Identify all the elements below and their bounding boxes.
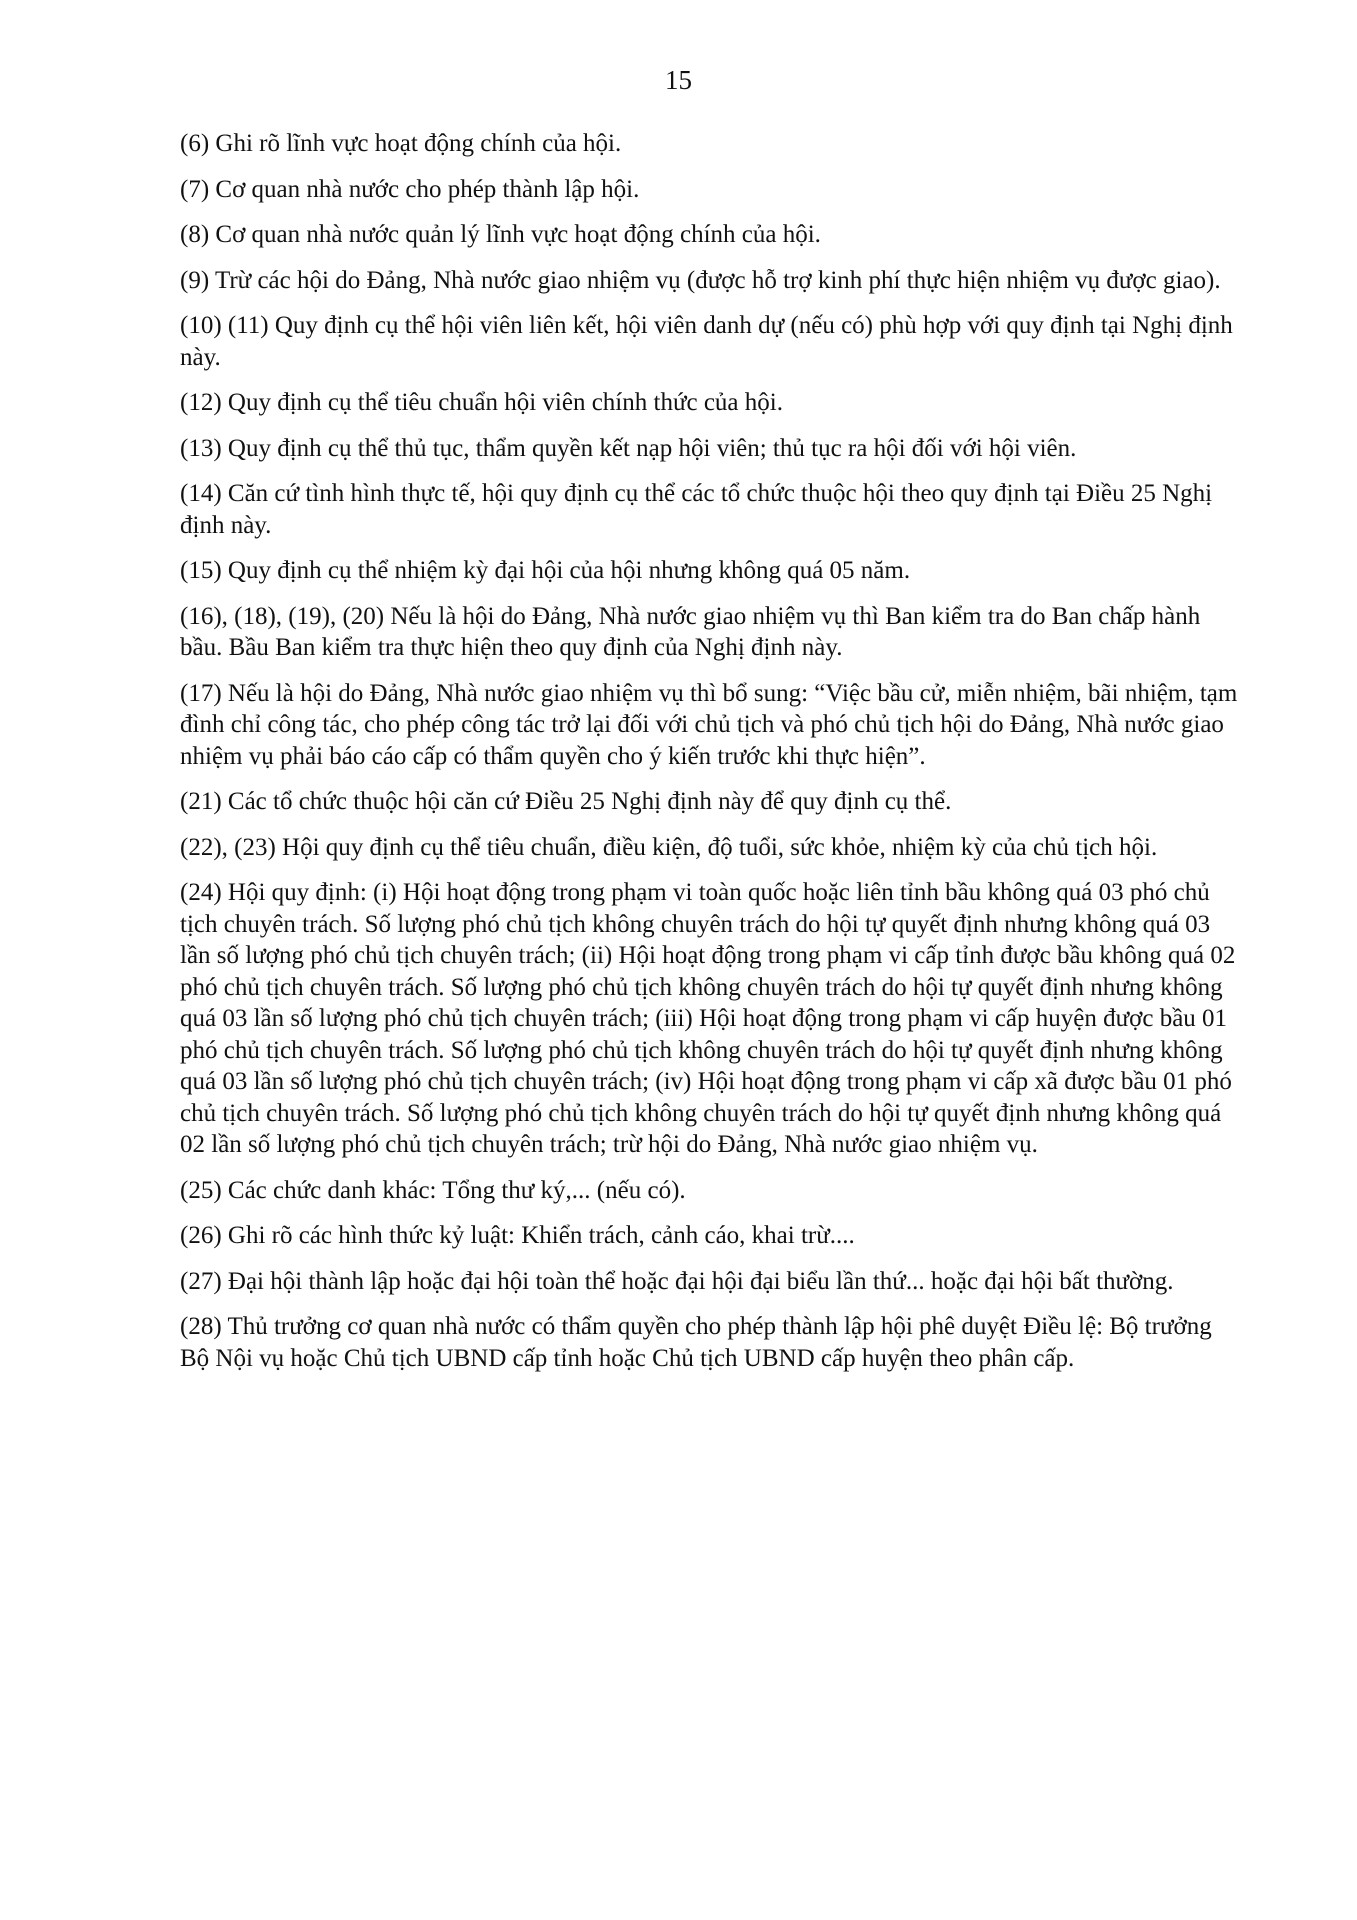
footnote-14: (14) Căn cứ tình hình thực tế, hội quy định cụ thể các tổ chức thuộc hội theo quy định tại Điều 25 Nghị định này. xyxy=(180,480,1213,539)
footnote-28: (28) Thủ trưởng cơ quan nhà nước có thẩm quyền cho phép thành lập hội phê duyệt Điều lệ: Bộ trưởng Bộ Nội vụ hoặc Chủ tịch UBND cấp tỉnh hoặc Chủ tịch UBND cấp huyện theo phân cấp. xyxy=(180,1313,1212,1372)
footnote-25: (25) Các chức danh khác: Tổng thư ký,... (nếu có). xyxy=(180,1176,686,1204)
footnotes-list xyxy=(180,128,1240,1388)
footnote-10-11: (10) (11) Quy định cụ thể hội viên liên kết, hội viên danh dự (nếu có) phù hợp với quy định tại Nghị định này. xyxy=(180,312,1233,371)
footnote-24: (24) Hội quy định: (i) Hội hoạt động trong phạm vi toàn quốc hoặc liên tỉnh bầu không quá 03 phó chủ tịch chuyên trách. Số lượng phó chủ tịch không chuyên trách do hội tự quyết định nhưng không quá 03 lần số lượng phó chủ tịch chuyên trách; (ii) Hội hoạt động trong phạm vi cấp tỉnh được bầu không quá 02 phó chủ tịch chuyên trách. Số lượng phó chủ tịch không chuyên trách do hội tự quyết định nhưng không quá 03 lần số lượng phó chủ tịch chuyên trách; (iii) Hội hoạt động trong phạm vi cấp huyện được bầu 01 phó chủ tịch chuyên trách. Số lượng phó chủ tịch không chuyên trách do hội tự quyết định nhưng không quá 03 lần số lượng phó chủ tịch chuyên trách; (iv) Hội hoạt động trong phạm vi cấp xã được bầu 01 phó chủ tịch chuyên trách. Số lượng phó chủ tịch không chuyên trách do hội tự quyết định nhưng không quá 02 lần số lượng phó chủ tịch chuyên trách; trừ hội do Đảng, Nhà nước giao nhiệm vụ. xyxy=(180,879,1236,1158)
footnote-22-23: (22), (23) Hội quy định cụ thể tiêu chuẩn, điều kiện, độ tuổi, sức khỏe, nhiệm kỳ của chủ tịch hội. xyxy=(180,833,1158,861)
footnote-27: (27) Đại hội thành lập hoặc đại hội toàn thể hoặc đại hội đại biểu lần thứ... hoặc đại hội bất thường. xyxy=(180,1267,1174,1295)
footnote-8: (8) Cơ quan nhà nước quản lý lĩnh vực hoạt động chính của hội. xyxy=(180,221,821,248)
footnote-17: (17) Nếu là hội do Đảng, Nhà nước giao nhiệm vụ thì bổ sung: “Việc bầu cử, miễn nhiệm, bãi nhiệm, tạm đình chỉ công tác, cho phép công tác trở lại đối với chủ tịch và phó chủ tịch hội do Đảng, Nhà nước giao nhiệm vụ phải báo cáo cấp có thẩm quyền cho ý kiến trước khi thực hiện”. xyxy=(180,679,1238,770)
footnote-7: (7) Cơ quan nhà nước cho phép thành lập hội. xyxy=(180,175,640,203)
footnote-15: (15) Quy định cụ thể nhiệm kỳ đại hội của hội nhưng không quá 05 năm. xyxy=(180,557,911,584)
footnote-26: (26) Ghi rõ các hình thức kỷ luật: Khiển trách, cảnh cáo, khai trừ.... xyxy=(180,1222,855,1249)
footnote-13: (13) Quy định cụ thể thủ tục, thẩm quyền kết nạp hội viên; thủ tục ra hội đối với hội viên. xyxy=(180,434,1077,462)
footnote-6: (6) Ghi rõ lĩnh vực hoạt động chính của hội. xyxy=(180,130,622,157)
footnote-9: (9) Trừ các hội do Đảng, Nhà nước giao nhiệm vụ (được hỗ trợ kinh phí thực hiện nhiệm vụ được giao). xyxy=(180,266,1221,294)
footnote-12: (12) Quy định cụ thể tiêu chuẩn hội viên chính thức của hội. xyxy=(180,389,783,416)
page-number: 15 xyxy=(665,65,692,95)
footnote-21: (21) Các tổ chức thuộc hội căn cứ Điều 25 Nghị định này để quy định cụ thể. xyxy=(180,788,952,815)
footnote-16-18-19-20: (16), (18), (19), (20) Nếu là hội do Đảng, Nhà nước giao nhiệm vụ thì Ban kiểm tra do Ban chấp hành bầu. Bầu Ban kiểm tra thực hiện theo quy định của Nghị định này. xyxy=(180,602,1201,661)
